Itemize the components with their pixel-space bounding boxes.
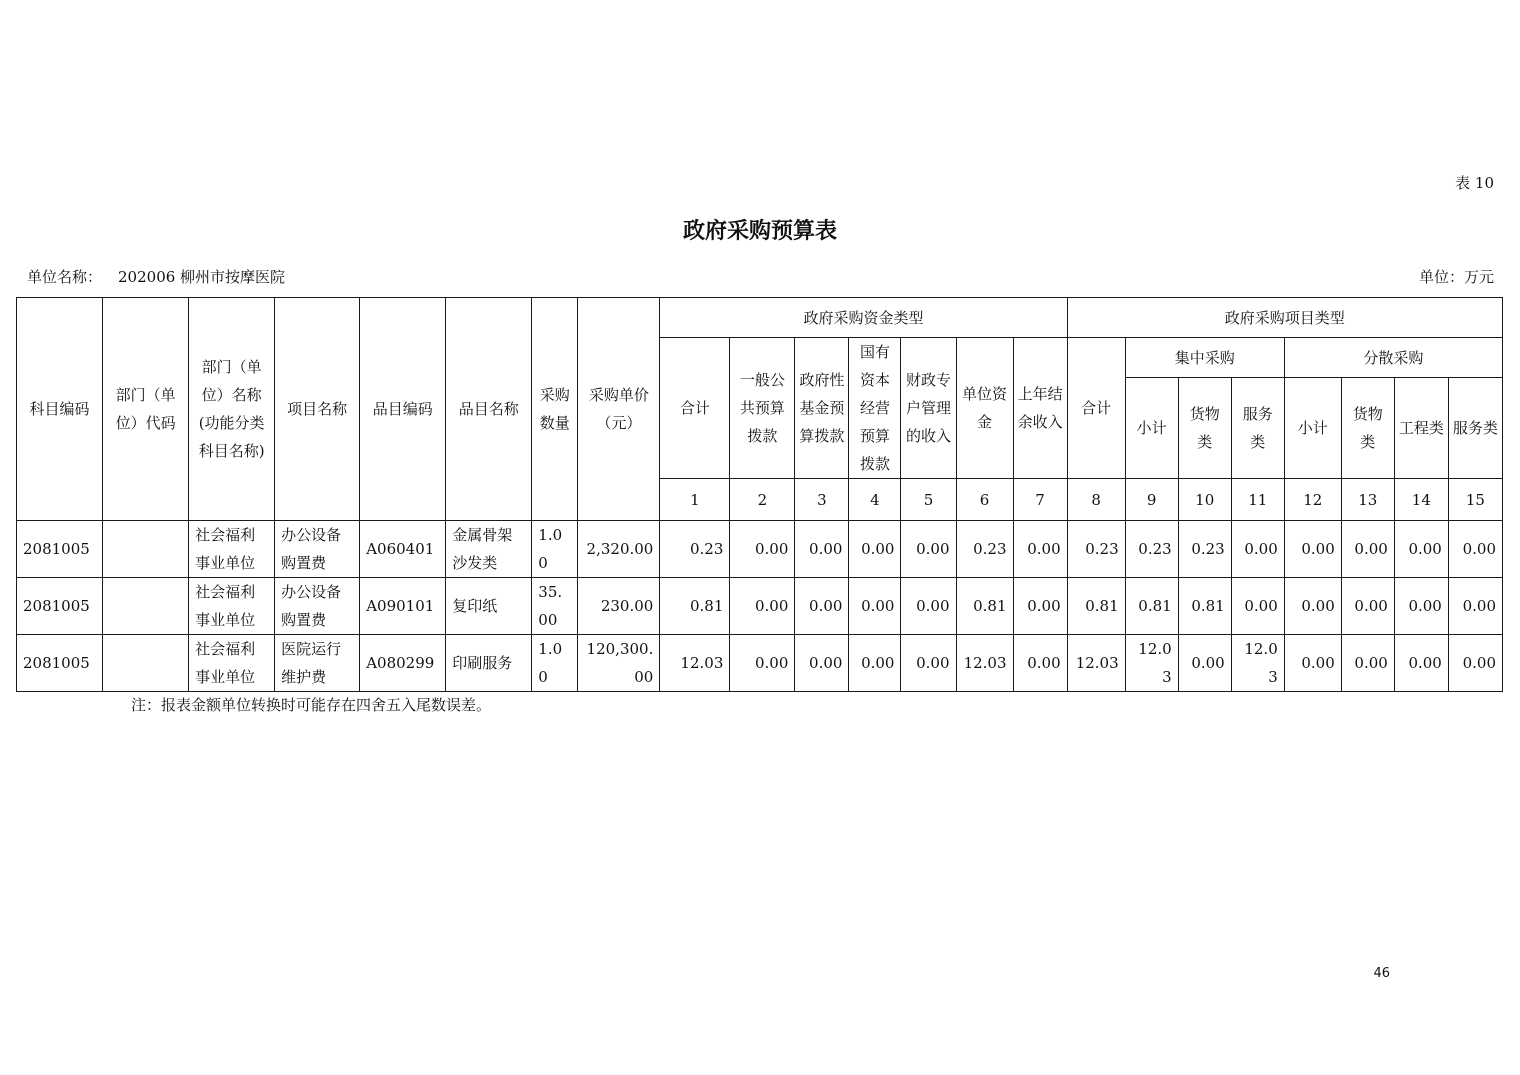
header-state-capital: 国有资本经营预算拨款 [849, 338, 901, 479]
cell-value: 0.00 [1341, 578, 1394, 635]
header-unit-fund: 单位资金 [956, 338, 1013, 479]
header-gov-fund: 政府性基金预算拨款 [795, 338, 849, 479]
cell-value: 0.00 [1448, 635, 1502, 692]
header-d-services: 服务类 [1448, 378, 1502, 479]
cell-value: 0.00 [1448, 521, 1502, 578]
cell-project-name: 办公设备购置费 [275, 521, 360, 578]
header-fund-type-group: 政府采购资金类型 [660, 298, 1067, 338]
header-quantity: 采购数量 [532, 298, 578, 521]
unit-name-label: 单位名称： [27, 268, 103, 286]
cell-value: 0.00 [1341, 635, 1394, 692]
header-fund-total: 合计 [660, 338, 730, 479]
cell-quantity: 1.00 [532, 521, 578, 578]
header-centralized-group: 集中采购 [1125, 338, 1284, 378]
header-carryover: 上年结余收入 [1013, 338, 1067, 479]
cell-item-name: 印刷服务 [446, 635, 532, 692]
header-project-total: 合计 [1067, 338, 1125, 479]
cell-dept-name: 社会福利事业单位 [189, 521, 275, 578]
header-subject-code: 科目编码 [17, 298, 103, 521]
cell-value: 0.81 [956, 578, 1013, 635]
cell-value: 0.23 [1125, 521, 1178, 578]
cell-subject-code: 2081005 [17, 578, 103, 635]
cell-value: 0.00 [1284, 578, 1341, 635]
cell-value: 0.00 [1231, 578, 1284, 635]
header-dept-name: 部门（单位）名称(功能分类科目名称) [189, 298, 275, 521]
cell-dept-code [103, 578, 189, 635]
cell-value: 0.00 [730, 635, 795, 692]
column-number: 3 [795, 479, 849, 521]
page-title: 政府采购预算表 [682, 218, 837, 244]
cell-value: 0.00 [1284, 635, 1341, 692]
cell-value: 12.03 [660, 635, 730, 692]
table-row [17, 635, 1503, 692]
cell-value: 0.00 [1394, 635, 1448, 692]
cell-value: 0.00 [1013, 578, 1067, 635]
cell-project-name: 医院运行维护费 [275, 635, 360, 692]
header-dept-code: 部门（单位）代码 [103, 298, 189, 521]
procurement-budget-table [16, 297, 1503, 692]
column-number: 7 [1013, 479, 1067, 521]
cell-item-code: A080299 [360, 635, 446, 692]
cell-dept-name: 社会福利事业单位 [189, 578, 275, 635]
table-row [17, 521, 1503, 578]
footnote: 注：报表金额单位转换时可能存在四舍五入尾数误差。 [131, 696, 492, 714]
cell-item-code: A090101 [360, 578, 446, 635]
table-row [17, 578, 1503, 635]
cell-value: 0.81 [1125, 578, 1178, 635]
cell-value: 0.00 [1341, 521, 1394, 578]
header-decentralized-group: 分散采购 [1284, 338, 1502, 378]
header-unit-price: 采购单价（元） [578, 298, 660, 521]
unit-name [27, 266, 285, 287]
header-item-code: 品目编码 [360, 298, 446, 521]
cell-value: 0.00 [1178, 635, 1231, 692]
cell-value: 0.81 [660, 578, 730, 635]
cell-value: 0.00 [730, 578, 795, 635]
cell-value: 0.00 [795, 635, 849, 692]
cell-value: 0.00 [795, 521, 849, 578]
cell-value: 12.03 [1067, 635, 1125, 692]
cell-quantity: 35.00 [532, 578, 578, 635]
cell-value: 0.23 [1067, 521, 1125, 578]
cell-item-name: 复印纸 [446, 578, 532, 635]
header-d-subtotal: 小计 [1284, 378, 1341, 479]
column-number: 13 [1341, 479, 1394, 521]
column-number: 15 [1448, 479, 1502, 521]
page-number: 46 [1373, 966, 1390, 981]
header-d-goods: 货物类 [1341, 378, 1394, 479]
cell-dept-name: 社会福利事业单位 [189, 635, 275, 692]
cell-value: 12.03 [956, 635, 1013, 692]
cell-value: 0.00 [1013, 521, 1067, 578]
cell-value: 0.00 [1394, 521, 1448, 578]
column-number: 14 [1394, 479, 1448, 521]
cell-value: 0.00 [795, 578, 849, 635]
cell-value: 0.81 [1178, 578, 1231, 635]
cell-project-name: 办公设备购置费 [275, 578, 360, 635]
header-c-subtotal: 小计 [1125, 378, 1178, 479]
cell-value: 0.00 [901, 521, 956, 578]
column-number: 12 [1284, 479, 1341, 521]
cell-value: 0.00 [1284, 521, 1341, 578]
cell-value: 12.03 [1231, 635, 1284, 692]
header-d-works: 工程类 [1394, 378, 1448, 479]
header-special-account: 财政专户管理的收入 [901, 338, 956, 479]
header-c-goods: 货物类 [1178, 378, 1231, 479]
cell-dept-code [103, 635, 189, 692]
cell-value: 0.00 [1448, 578, 1502, 635]
column-number: 8 [1067, 479, 1125, 521]
cell-value: 0.23 [956, 521, 1013, 578]
cell-value: 0.00 [849, 578, 901, 635]
cell-quantity: 1.00 [532, 635, 578, 692]
column-number: 2 [730, 479, 795, 521]
cell-value: 12.03 [1125, 635, 1178, 692]
column-number: 11 [1231, 479, 1284, 521]
column-number: 4 [849, 479, 901, 521]
header-item-name: 品目名称 [446, 298, 532, 521]
cell-value: 0.23 [1178, 521, 1231, 578]
cell-value: 0.00 [849, 521, 901, 578]
column-number: 9 [1125, 479, 1178, 521]
cell-value: 0.00 [1231, 521, 1284, 578]
cell-value: 0.00 [1013, 635, 1067, 692]
cell-value: 0.81 [1067, 578, 1125, 635]
cell-unit-price: 120,300.00 [578, 635, 660, 692]
header-project-name: 项目名称 [275, 298, 360, 521]
cell-item-name: 金属骨架沙发类 [446, 521, 532, 578]
cell-item-code: A060401 [360, 521, 446, 578]
column-number: 10 [1178, 479, 1231, 521]
header-project-type-group: 政府采购项目类型 [1067, 298, 1502, 338]
cell-value: 0.00 [1394, 578, 1448, 635]
cell-value: 0.00 [901, 578, 956, 635]
cell-value: 0.00 [901, 635, 956, 692]
table-number: 表 10 [1455, 174, 1494, 192]
unit-name-value: 202006 柳州市按摩医院 [118, 268, 286, 286]
header-c-services: 服务类 [1231, 378, 1284, 479]
column-number: 1 [660, 479, 730, 521]
cell-value: 0.00 [849, 635, 901, 692]
cell-subject-code: 2081005 [17, 635, 103, 692]
cell-dept-code [103, 521, 189, 578]
cell-value: 0.23 [660, 521, 730, 578]
money-unit: 单位：万元 [1418, 268, 1494, 286]
column-number: 6 [956, 479, 1013, 521]
cell-value: 0.00 [730, 521, 795, 578]
cell-unit-price: 2,320.00 [578, 521, 660, 578]
cell-subject-code: 2081005 [17, 521, 103, 578]
cell-unit-price: 230.00 [578, 578, 660, 635]
column-number: 5 [901, 479, 956, 521]
header-general-budget: 一般公共预算拨款 [730, 338, 795, 479]
